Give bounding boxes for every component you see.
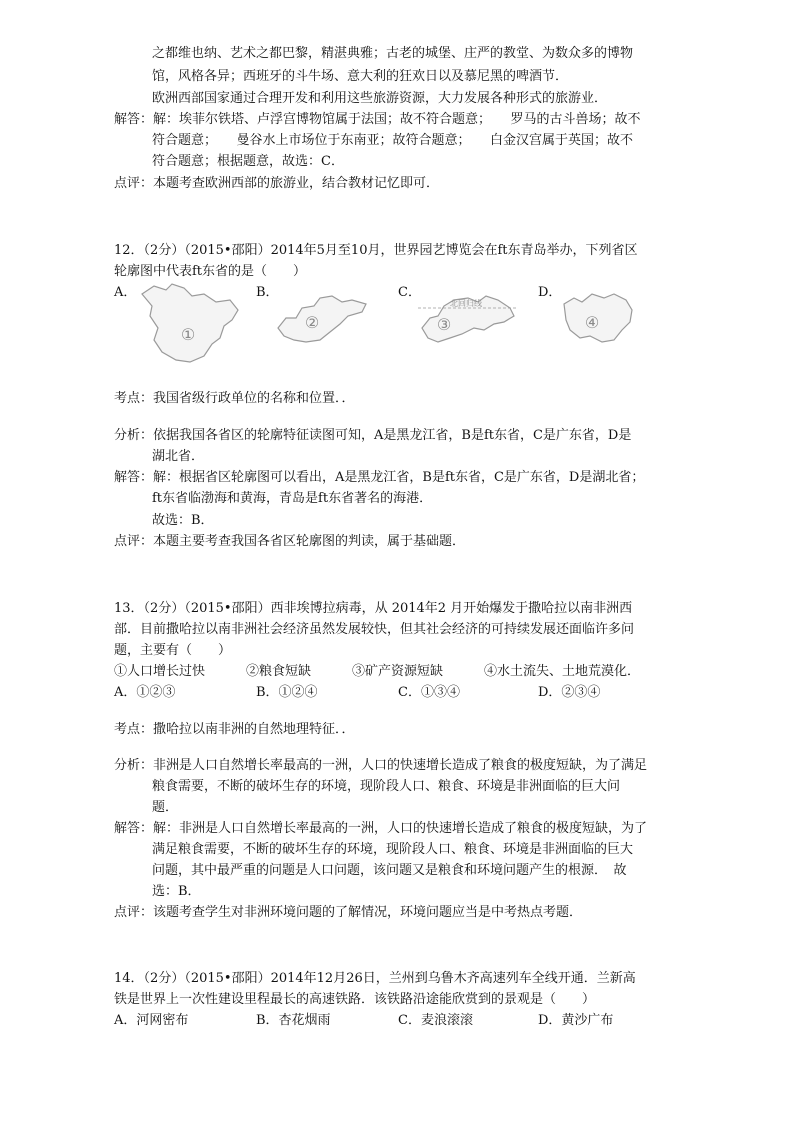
q14-stem-line-1: 14．（2分）（2015•邵阳）2014年12月26日，兰州到乌鲁木齐高速列车全线开通．兰新高 — [114, 971, 636, 986]
q11-comment: 点评：本题考查欧洲西部的旅游业，结合教材记忆即可． — [114, 176, 440, 191]
q12-fenxi-line-1: 分析：依据我国各省区的轮廓特征读图可知，A是黑龙江省，B是ft东省，C是广东省，D是 — [114, 428, 632, 443]
q12-stem-line-1: 12．（2分）（2015•邵阳）2014年5月至10月，世界园艺博览会在ft东青岛举办，下列省区 — [114, 243, 638, 258]
q13-fenxi-line-3: 题． — [152, 800, 179, 815]
q14-option-c: C．麦浪滚滚 — [398, 1013, 473, 1028]
q13-option-a: A．①②③ — [114, 685, 176, 700]
q13-kaodian: 考点：撒哈拉以南非洲的自然地理特征．． — [114, 722, 355, 737]
q14-option-b: B．杏花烟雨 — [256, 1013, 331, 1028]
q12-map-a-label: ① — [180, 325, 196, 344]
q13-dianping: 点评：该题考查学生对非洲环境问题的了解情况，环境问题应当是中考热点考题． — [114, 905, 583, 920]
q12-option-d: D． — [538, 285, 562, 300]
q13-item-2: ②粮食短缺 — [246, 664, 312, 679]
q11-text-line-3: 欧洲西部国家通过合理开发和利用这些旅游资源，大力发展各种形式的旅游业． — [152, 91, 608, 106]
q12-map-d-hubei — [560, 290, 636, 346]
q11-text-line-1: 之都维也纳、艺术之都巴黎，精湛典雅；古老的城堡、庄严的教堂、为数众多的博物 — [152, 46, 634, 61]
q12-jieda-line-1: 解答：解：根据省区轮廓图可以看出，A是黑龙江省，B是ft东省，C是广东省，D是湖北省； — [114, 470, 645, 485]
q13-fenxi-line-2: 粮食需要，不断的破坏生存的环境，现阶段人口、粮食、环境是非洲面临的巨大问 — [152, 779, 621, 794]
q12-fenxi-line-2: 湖北省． — [152, 449, 205, 464]
q11-answer-line-1: 解答：解：埃菲尔铁塔、卢浮宫博物馆属于法国；故不符合题意； 罗马的古斗兽场；故不 — [114, 112, 641, 127]
q13-jieda-line-3: 问题，其中最严重的问题是人口问题，该问题又是粮食和环境问题产生的根源． 故 — [152, 863, 627, 878]
q12-jieda-line-2: ft东省临渤海和黄海，青岛是ft东省著名的海港． — [152, 491, 433, 506]
q13-stem-line-2: 部．目前撒哈拉以南非洲社会经济虽然发展较快，但其社会经济的可持续发展还面临许多问 — [114, 622, 635, 637]
q13-fenxi-line-1: 分析：非洲是人口自然增长率最高的一洲，人口的快速增长造成了粮食的极度短缺，为了满足 — [114, 758, 648, 773]
q12-option-b: B． — [256, 285, 279, 300]
q13-option-d: D．②③④ — [538, 685, 601, 700]
q13-stem-line-1: 13．（2分）（2015•邵阳）西非埃博拉病毒，从 2014年2 月开始爆发于撒哈拉以南非洲西 — [114, 601, 633, 616]
q11-text-line-2: 馆，风格各异；西班牙的斗牛场、意大利的狂欢日以及慕尼黑的啤酒节． — [152, 69, 569, 84]
q14-option-d: D．黄沙广布 — [538, 1013, 614, 1028]
q13-jieda-line-2: 满足粮食需要，不断的破坏生存的环境，现阶段人口、粮食、环境是非洲面临的巨大 — [152, 842, 634, 857]
q12-option-c: C． — [398, 285, 421, 300]
q11-answer-line-3: 符合题意；根据题意，故选：C． — [152, 154, 344, 169]
q12-stem-line-2: 轮廓图中代表ft东省的是（ ） — [114, 264, 307, 279]
q13-jieda-line-1: 解答：解：非洲是人口自然增长率最高的一洲，人口的快速增长造成了粮食的极度短缺，为了 — [114, 821, 648, 836]
q12-map-b-label: ② — [304, 313, 320, 332]
q12-map-b-shandong — [272, 288, 372, 348]
q14-stem-line-2: 铁是世界上一次性建设里程最长的高速铁路．该铁路沿途能欣赏到的景观是（ ） — [114, 992, 596, 1007]
q12-kaodian: 考点：我国省级行政单位的名称和位置．． — [114, 391, 355, 406]
q12-map-c-guangdong — [414, 290, 524, 346]
q12-map-a-heilongjiang — [132, 282, 244, 366]
q14-option-a: A．河网密布 — [114, 1013, 189, 1028]
q12-map-c-label: ③ — [436, 315, 452, 334]
q12-map-d-label: ④ — [584, 313, 600, 332]
q13-option-b: B．①②④ — [256, 685, 318, 700]
q12-dianping: 点评：本题主要考查我国各省区轮廓图的判读，属于基础题． — [114, 534, 466, 549]
q13-item-4: ④水土流失、土地荒漠化． — [484, 664, 641, 679]
q11-answer-line-2: 符合题意； 曼谷水上市场位于东南亚；故符合题意； 白金汉宫属于英国；故不 — [152, 133, 634, 148]
q13-stem-line-3: 题，主要有（ ） — [114, 643, 232, 658]
q12-option-a: A． — [114, 285, 137, 300]
q13-option-c: C．①③④ — [398, 685, 460, 700]
q12-map-c-caption: 北回归线 — [450, 299, 482, 308]
q13-item-1: ①人口增长过快 — [114, 664, 206, 679]
q12-jieda-line-3: 故选：B． — [152, 513, 214, 528]
q13-item-3: ③矿产资源短缺 — [352, 664, 444, 679]
q13-jieda-line-4: 选：B． — [152, 884, 201, 899]
